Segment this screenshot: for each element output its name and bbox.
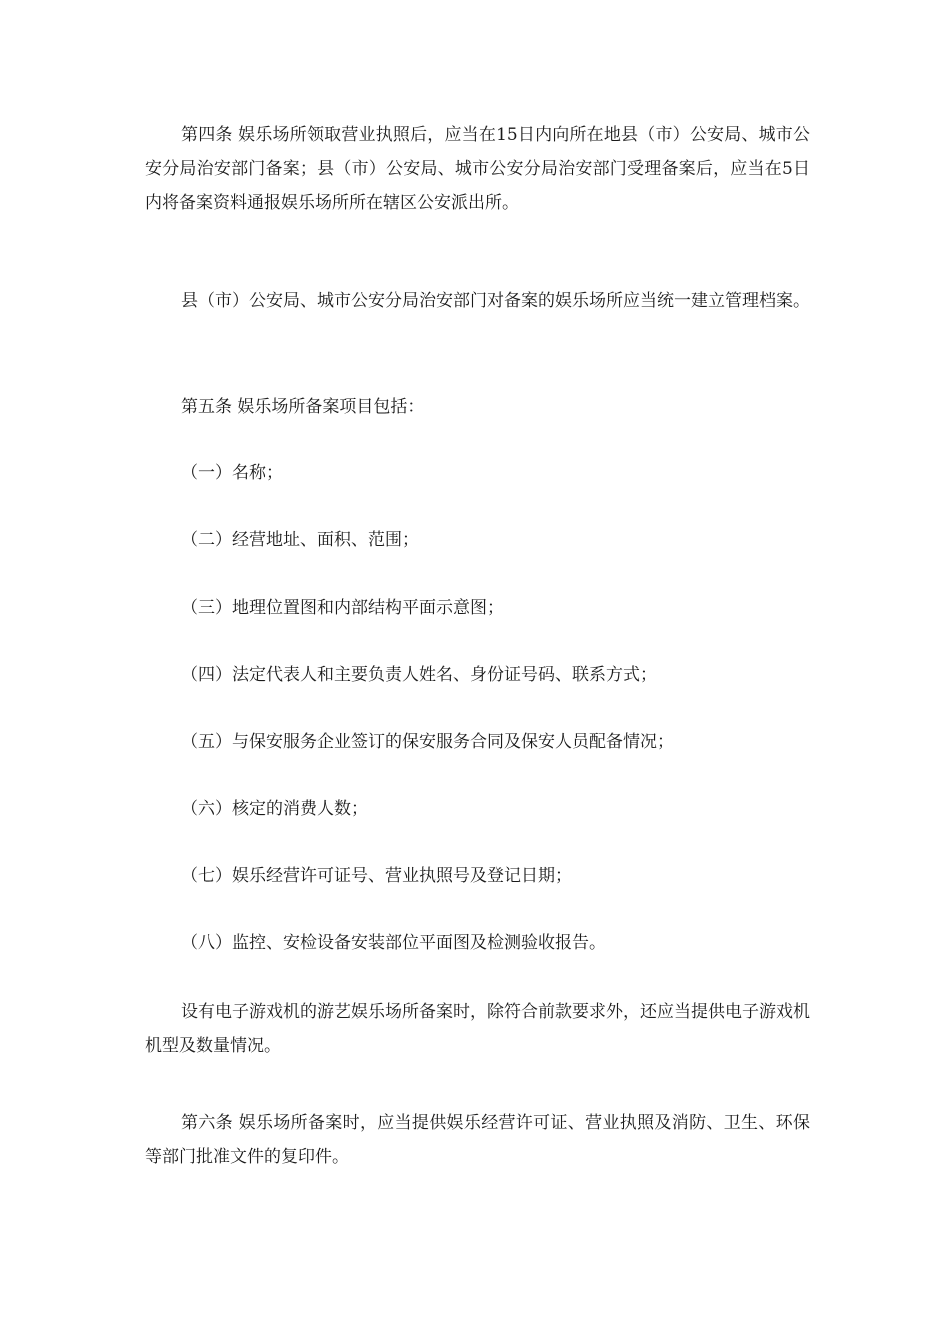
article-5-item-5: （五）与保安服务企业签订的保安服务合同及保安人员配备情况；: [181, 732, 674, 752]
article-5-item-7: （七）娱乐经营许可证号、营业执照号及登记日期；: [181, 866, 572, 886]
article-6-paragraph: 第六条 娱乐场所备案时，应当提供娱乐经营许可证、营业执照及消防、卫生、环保等部门批准文件的复印件。: [145, 1113, 810, 1167]
article-5-item-8: （八）监控、安检设备安装部位平面图及检测验收报告。: [181, 933, 606, 953]
article-5-intro: 第五条 娱乐场所备案项目包括：: [181, 397, 425, 417]
article-5-item-3: （三）地理位置图和内部结构平面示意图；: [181, 598, 504, 618]
article-5-item-1: （一）名称；: [181, 463, 283, 483]
article-4-archive-paragraph: 县（市）公安局、城市公安分局治安部门对备案的娱乐场所应当统一建立管理档案。: [181, 291, 810, 311]
article-5-item-6: （六）核定的消费人数；: [181, 799, 368, 819]
article-4-paragraph: 第四条 娱乐场所领取营业执照后，应当在15日内向所在地县（市）公安局、城市公安分局治安部门备案；县（市）公安局、城市公安分局治安部门受理备案后，应当在5日内将备案资料通报娱乐场所所在辖区公安派出所。: [145, 125, 810, 213]
article-5-supplement: 设有电子游戏机的游艺娱乐场所备案时，除符合前款要求外，还应当提供电子游戏机机型及数量情况。: [145, 1002, 810, 1056]
article-5-item-2: （二）经营地址、面积、范围；: [181, 530, 419, 550]
article-5-item-4: （四）法定代表人和主要负责人姓名、身份证号码、联系方式；: [181, 665, 657, 685]
